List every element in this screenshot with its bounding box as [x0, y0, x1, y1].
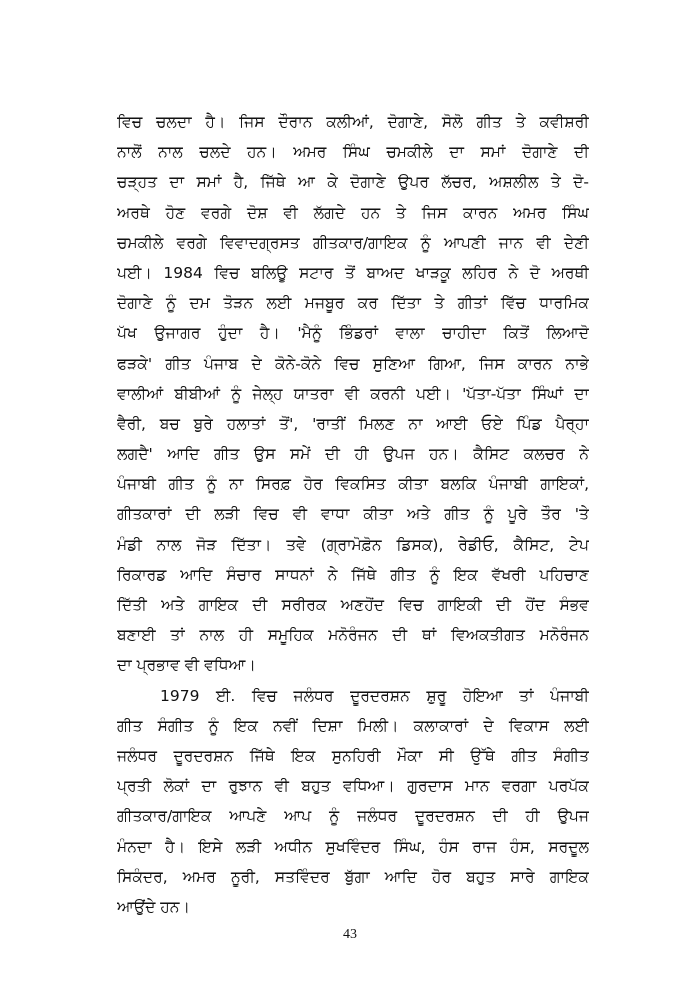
text-line: 1979 ਈ. ਵਿਚ ਜਲੰਧਰ ਦੂਰਦਰਸ਼ਨ ਸ਼ੁਰੂ ਹੋਇਆ ਤਾਂ ਪੰਜਾਬੀ: [160, 686, 589, 705]
text-line: ਪੰਜਾਬੀ ਗੀਤ ਨੂੰ ਨਾ ਸਿਰਫ਼ ਹੋਰ ਵਿਕਸਿਤ ਕੀਤਾ ਬਲਕਿ ਪੰਜਾਬੀ ਗਾਇਕਾਂ,: [117, 475, 589, 494]
text-line: ਸਿਕੰਦਰ, ਅਮਰ ਨੂਰੀ, ਸਤਵਿੰਦਰ ਬੁੱਗਾ ਆਦਿ ਹੋਰ ਬਹੁਤ ਸਾਰੇ ਗਾਇਕ: [117, 867, 589, 886]
text-line: ਜਲੰਧਰ ਦੂਰਦਰਸ਼ਨ ਜਿੱਥੇ ਇਕ ਸੁਨਹਿਰੀ ਮੌਕਾ ਸੀ ਉੱਥੇ ਗੀਤ ਸੰਗੀਤ: [117, 746, 589, 765]
text-line: ਦਿੱਤੀ ਅਤੇ ਗਾਇਕ ਦੀ ਸਰੀਰਕ ਅਣਹੋਂਦ ਵਿਚ ਗਾਇਕੀ ਦੀ ਹੋਂਦ ਸੰਭਵ: [117, 596, 589, 614]
text-line: ਮੰਡੀ ਨਾਲ ਜੋੜ ਦਿੱਤਾ। ਤਵੇ (ਗ੍ਰਾਮੋਫ਼ੋਨ ਡਿਸਕ), ਰੇਡੀਓ, ਕੈਸਿਟ, ਟੇਪ: [117, 535, 589, 554]
body-text: [117, 107, 589, 922]
text-line: ਚਮਕੀਲੇ ਵਰਗੇ ਵਿਵਾਦਗ੍ਰਸਤ ਗੀਤਕਾਰ/ਗਾਇਕ ਨੂੰ ਆਪਣੀ ਜਾਨ ਵੀ ਦੇਣੀ: [117, 233, 589, 252]
text-line: ਗੀਤਕਾਰ/ਗਾਇਕ ਆਪਣੇ ਆਪ ਨੂੰ ਜਲੰਧਰ ਦੂਰਦਰਸ਼ਨ ਦੀ ਹੀ ਉਪਜ: [117, 807, 589, 826]
text-line: ਨਾਲੋਂ ਨਾਲ ਚਲਦੇ ਹਨ। ਅਮਰ ਸਿੰਘ ਚਮਕੀਲੇ ਦਾ ਸਮਾਂ ਦੋਗਾਣੇ ਦੀ: [117, 143, 589, 162]
text-line: ਪੱਖ ਉਜਾਗਰ ਹੁੰਦਾ ਹੈ। 'ਮੈਨੂੰ ਭਿੰਡਰਾਂ ਵਾਲਾ ਚਾਹੀਦਾ ਕਿਤੋਂ ਲਿਆਦੋ: [117, 324, 589, 343]
text-line: ਲਗਦੈ' ਆਦਿ ਗੀਤ ਉਸ ਸਮੇਂ ਦੀ ਹੀ ਉਪਜ ਹਨ। ਕੈਸਿਟ ਕਲਚਰ ਨੇ: [117, 445, 589, 464]
text-line: ਵਿਚ ਚਲਦਾ ਹੈ। ਜਿਸ ਦੌਰਾਨ ਕਲੀਆਂ, ਦੋਗਾਣੇ, ਸੋਲੋ ਗੀਤ ਤੇ ਕਵੀਸ਼ਰੀ: [117, 113, 589, 131]
text-line: ਚੜ੍ਹਤ ਦਾ ਸਮਾਂ ਹੈ, ਜਿੱਥੇ ਆ ਕੇ ਦੋਗਾਣੇ ਉਪਰ ਲੱਚਰ, ਅਸ਼ਲੀਲ ਤੇ ਦੋ-: [117, 173, 589, 192]
text-line: ਦਾ ਪ੍ਰਭਾਵ ਵੀ ਵਧਿਆ।: [117, 656, 256, 675]
text-line: ਅਰਥੇ ਹੋਣ ਵਰਗੇ ਦੋਸ਼ ਵੀ ਲੱਗਦੇ ਹਨ ਤੇ ਜਿਸ ਕਾਰਨ ਅਮਰ ਸਿੰਘ: [117, 203, 589, 222]
text-line: ਰਿਕਾਰਡ ਆਦਿ ਸੰਚਾਰ ਸਾਧਨਾਂ ਨੇ ਜਿੱਥੇ ਗੀਤ ਨੂੰ ਇਕ ਵੱਖਰੀ ਪਹਿਚਾਣ: [117, 565, 589, 584]
text-line: ਦੋਗਾਣੇ ਨੂੰ ਦਮ ਤੋੜਨ ਲਈ ਮਜਬੂਰ ਕਰ ਦਿੱਤਾ ਤੇ ਗੀਤਾਂ ਵਿੱਚ ਧਾਰਮਿਕ: [117, 294, 589, 313]
text-line: ਵੈਰੀ, ਬਚ ਬੁਰੇ ਹਲਾਤਾਂ ਤੋਂ', 'ਰਾਤੀਂ ਮਿਲਣ ਨਾ ਆਈ ਓਏ ਪਿੰਡ ਪੈਰ੍ਹਾ: [117, 414, 589, 433]
text-line: ਵਾਲੀਆਂ ਬੀਬੀਆਂ ਨੂੰ ਜੇਲ੍ਹ ਯਾਤਰਾ ਵੀ ਕਰਨੀ ਪਈ। 'ਪੱਤਾ-ਪੱਤਾ ਸਿੰਘਾਂ ਦਾ: [117, 384, 589, 403]
paragraph-2: [117, 681, 589, 923]
text-line: ਫੜਕੇ' ਗੀਤ ਪੰਜਾਬ ਦੇ ਕੋਨੇ-ਕੋਨੇ ਵਿਚ ਸੁਣਿਆ ਗਿਆ, ਜਿਸ ਕਾਰਨ ਨਾਭੇ: [117, 354, 589, 373]
text-line: ਗੀਤ ਸੰਗੀਤ ਨੂੰ ਇਕ ਨਵੀਂ ਦਿਸ਼ਾ ਮਿਲੀ। ਕਲਾਕਾਰਾਂ ਦੇ ਵਿਕਾਸ ਲਈ: [117, 716, 589, 735]
text-line: ਮੰਨਦਾ ਹੈ। ਇਸੇ ਲੜੀ ਅਧੀਨ ਸੁਖਵਿੰਦਰ ਸਿੰਘ, ਹੰਸ ਰਾਜ ਹੰਸ, ਸਰਦੂਲ: [117, 837, 589, 856]
text-line: ਪਈ। 1984 ਵਿਚ ਬਲਿਊ ਸਟਾਰ ਤੋਂ ਬਾਅਦ ਖਾੜਕੂ ਲਹਿਰ ਨੇ ਦੋ ਅਰਥੀ: [117, 263, 589, 282]
text-line: ਪ੍ਰਤੀ ਲੋਕਾਂ ਦਾ ਰੁਝਾਨ ਵੀ ਬਹੁਤ ਵਧਿਆ। ਗੁਰਦਾਸ ਮਾਨ ਵਰਗਾ ਪਰਪੱਕ: [117, 777, 589, 796]
page-number: 43: [343, 927, 357, 942]
text-line: ਆਉਂਦੇ ਹਨ।: [117, 897, 190, 916]
text-line: ਬਣਾਈ ਤਾਂ ਨਾਲ ਹੀ ਸਮੂਹਿਕ ਮਨੋਰੰਜਨ ਦੀ ਥਾਂ ਵਿਅਕਤੀਗਤ ਮਨੋਰੰਜਨ: [117, 626, 589, 645]
paragraph-1: [117, 107, 589, 681]
text-line: ਗੀਤਕਾਰਾਂ ਦੀ ਲੜੀ ਵਿਚ ਵੀ ਵਾਧਾ ਕੀਤਾ ਅਤੇ ਗੀਤ ਨੂੰ ਪੂਰੇ ਤੌਰ 'ਤੇ: [117, 505, 589, 524]
